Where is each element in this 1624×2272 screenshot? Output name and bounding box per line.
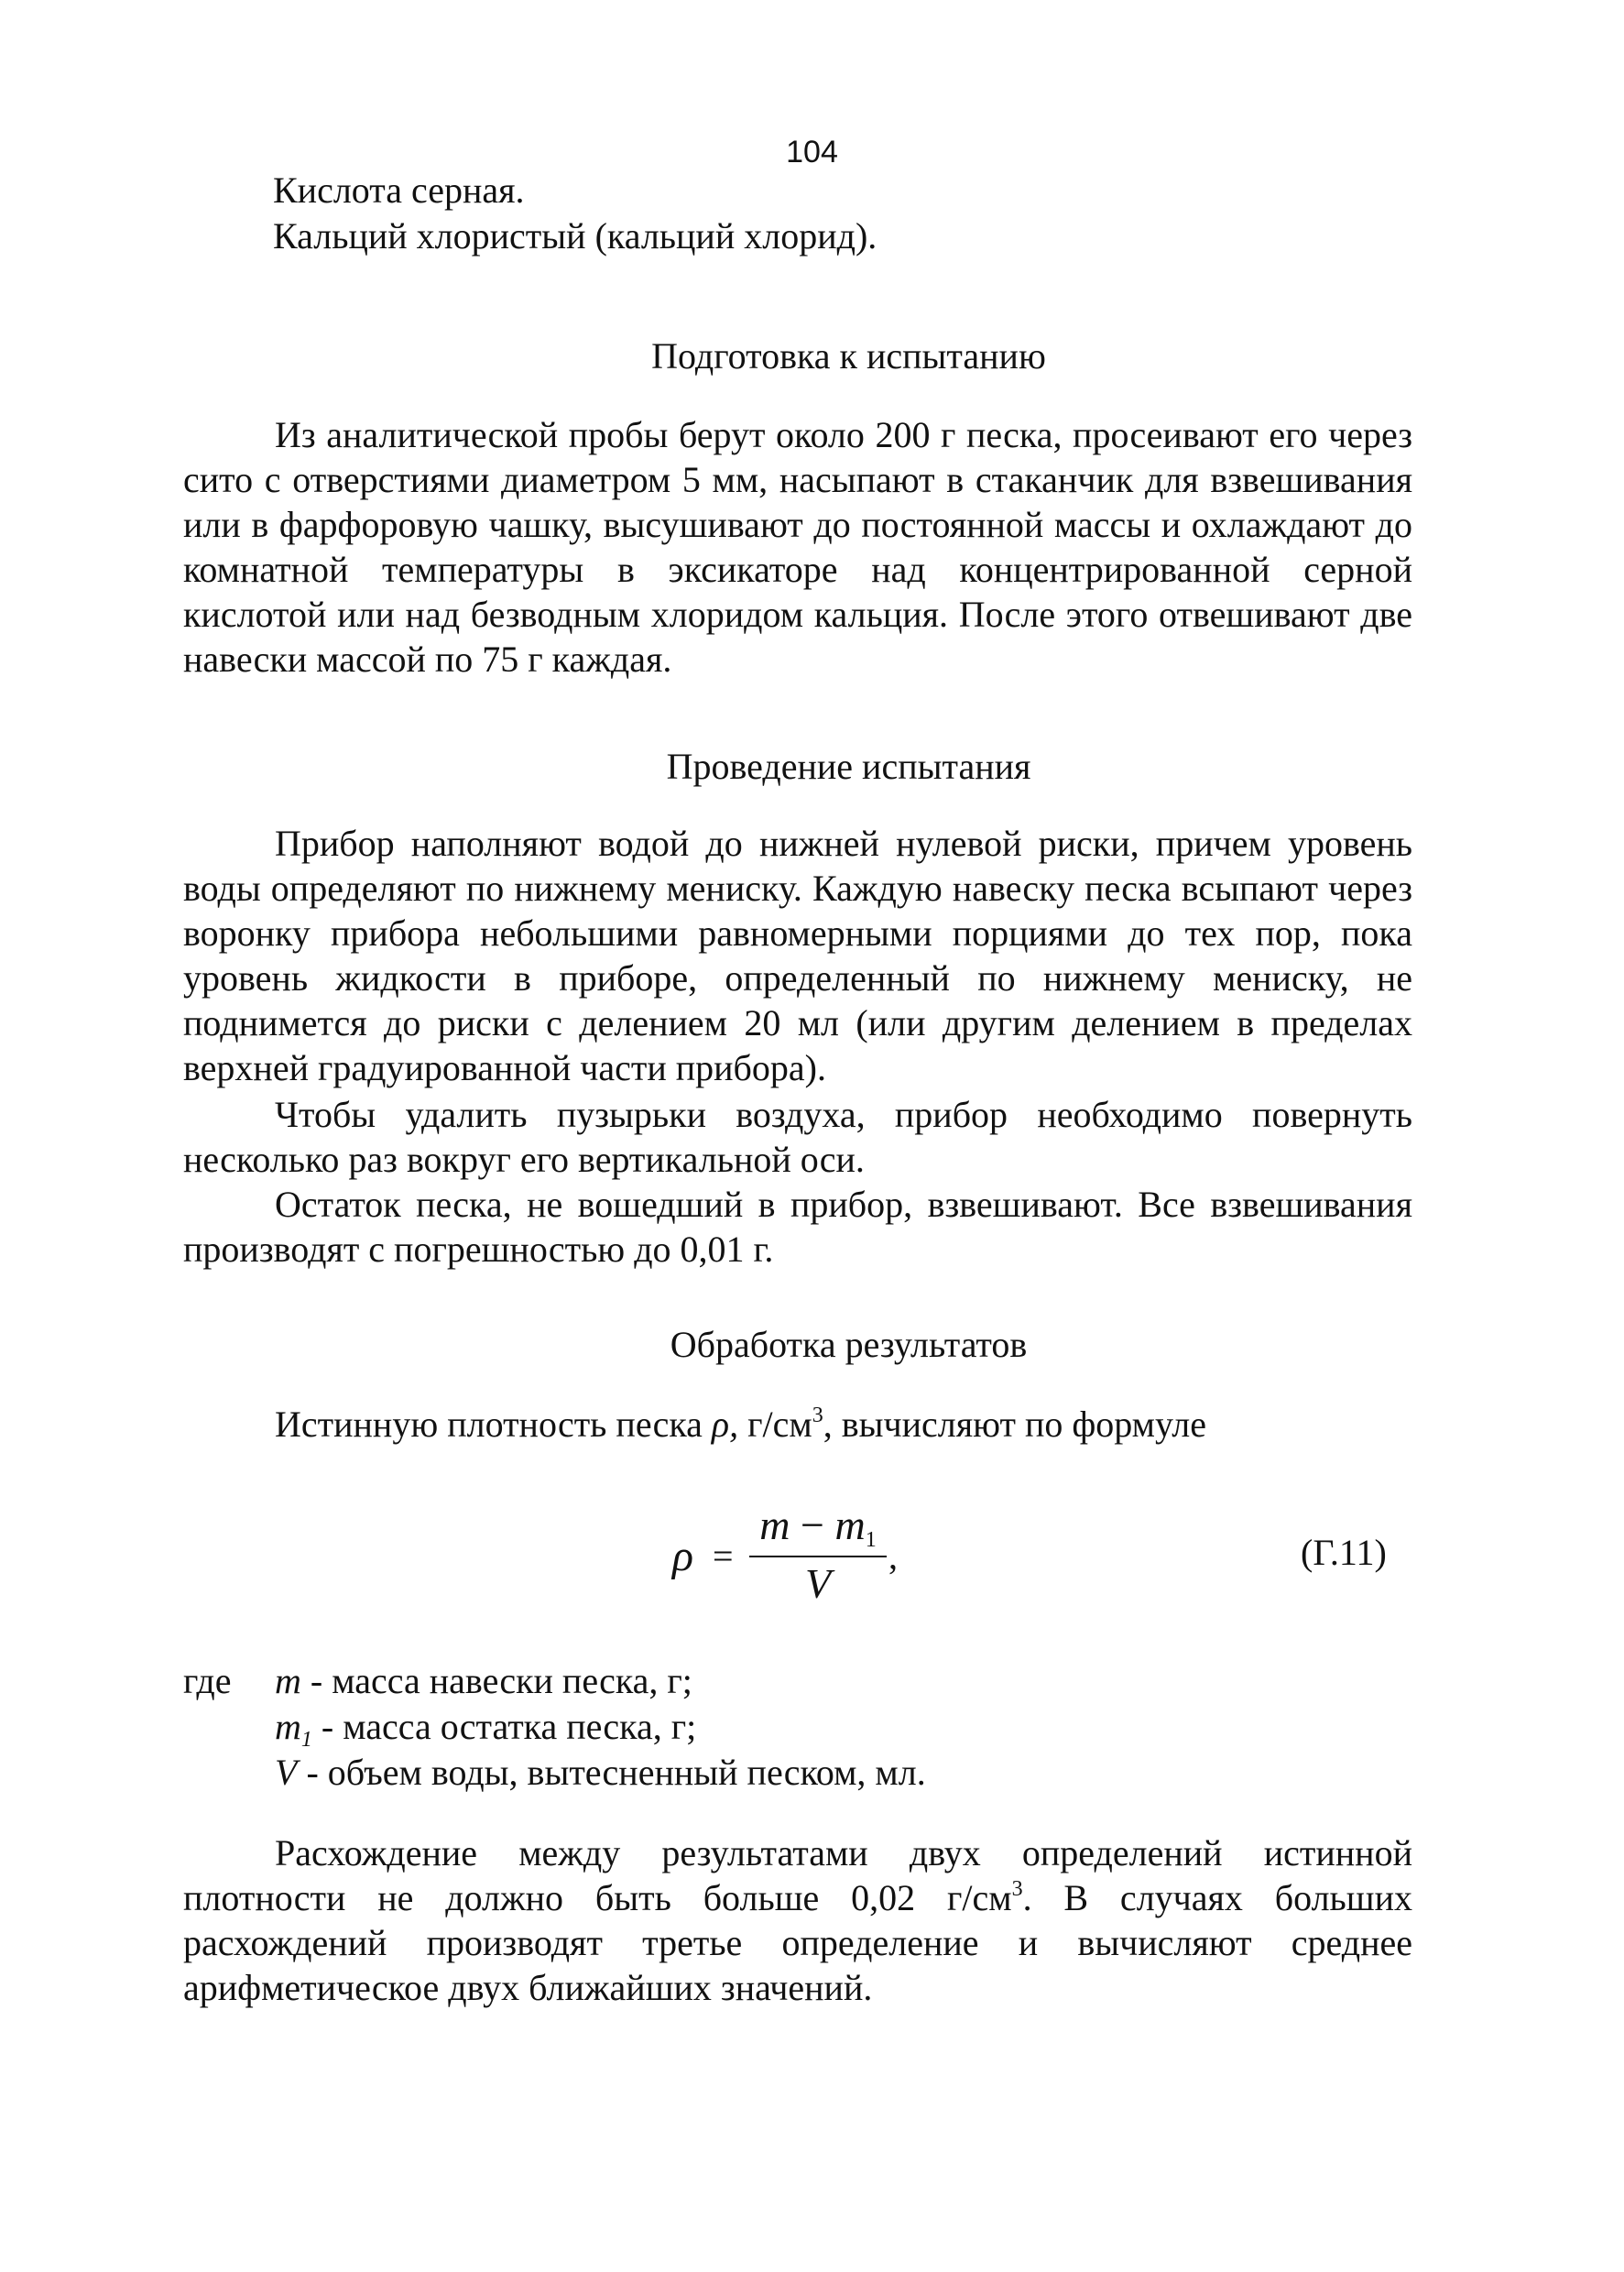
formula-denominator: V [804, 1560, 832, 1607]
section-title-results: Обработка результатов [670, 1324, 1028, 1365]
formula-fraction-bar [749, 1556, 887, 1557]
reagent-calcium-chloride: Кальций хлористый (кальций хлорид). [273, 215, 877, 257]
preparation-paragraph: Из аналитической пробы берут около 200 г песка, просеивают его через сито с отверстиями диаметром 5 мм, насыпают в стаканчик для взвешивания или в фарфоровую чашку, высушивают до постоянной массы и охлаждают до комнатной температуры в эксикаторе над концентрированной серной кислотой или над безводным хлоридом кальция. После этого отвешивают две навески массой по 75 г каждая. [183, 414, 1412, 680]
formula-equals: = [713, 1535, 734, 1577]
variable-m1: $m_1$ - масса остатка песка, г; [275, 1706, 697, 1752]
rho-symbol: ρ, [711, 1404, 739, 1445]
density-intro: Истинную плотность песка ρ, $г/см^3$, вычисляют по формуле [275, 1404, 1206, 1445]
page-number: 104 [786, 135, 838, 169]
test-paragraph-3: Остаток песка, не вошедший в прибор, взвешивают. Все взвешивания производят с погрешностью до 0,01 г. [183, 1184, 1412, 1270]
section-title-test: Проведение испытания [666, 746, 1031, 787]
conclusion-paragraph: Расхождение между результатами двух определений истинной плотности не должно быть больше 0,02 $г/см^3$. В случаях больших расхождений производят третье определение и вычисляют среднее арифметическое двух ближайших значений. [183, 1832, 1413, 2008]
density-formula [669, 1502, 943, 1622]
variable-m: m - масса навески песка, г; [275, 1660, 692, 1701]
formula-rho: ρ [672, 1532, 694, 1580]
formula-number: (Г.11) [1301, 1532, 1387, 1573]
formula-numerator: $m - m_1$ [759, 1502, 877, 1552]
test-paragraph-2: Чтобы удалить пузырьки воздуха, прибор необходимо повернуть несколько раз вокруг его вертикальной оси. [183, 1094, 1412, 1180]
test-paragraph-1: Прибор наполняют водой до нижней нулевой риски, причем уровень воды определяют по нижнему мениску. Каждую навеску песка всыпают через воронку прибора небольшими равномерными порциями до тех пор, пока уровень жидкости в приборе, определенный по нижнему мениску, не поднимется до риски с делением 20 мл (или другим делением в пределах верхней градуированной части прибора). [183, 823, 1412, 1088]
reagent-sulfuric-acid: Кислота серная. [273, 169, 525, 211]
variable-v: V - объем воды, вытесненный песком, мл. [275, 1752, 926, 1793]
formula-comma: , [888, 1535, 898, 1577]
where-label: где [183, 1660, 232, 1701]
section-title-preparation: Подготовка к испытанию [651, 335, 1046, 377]
